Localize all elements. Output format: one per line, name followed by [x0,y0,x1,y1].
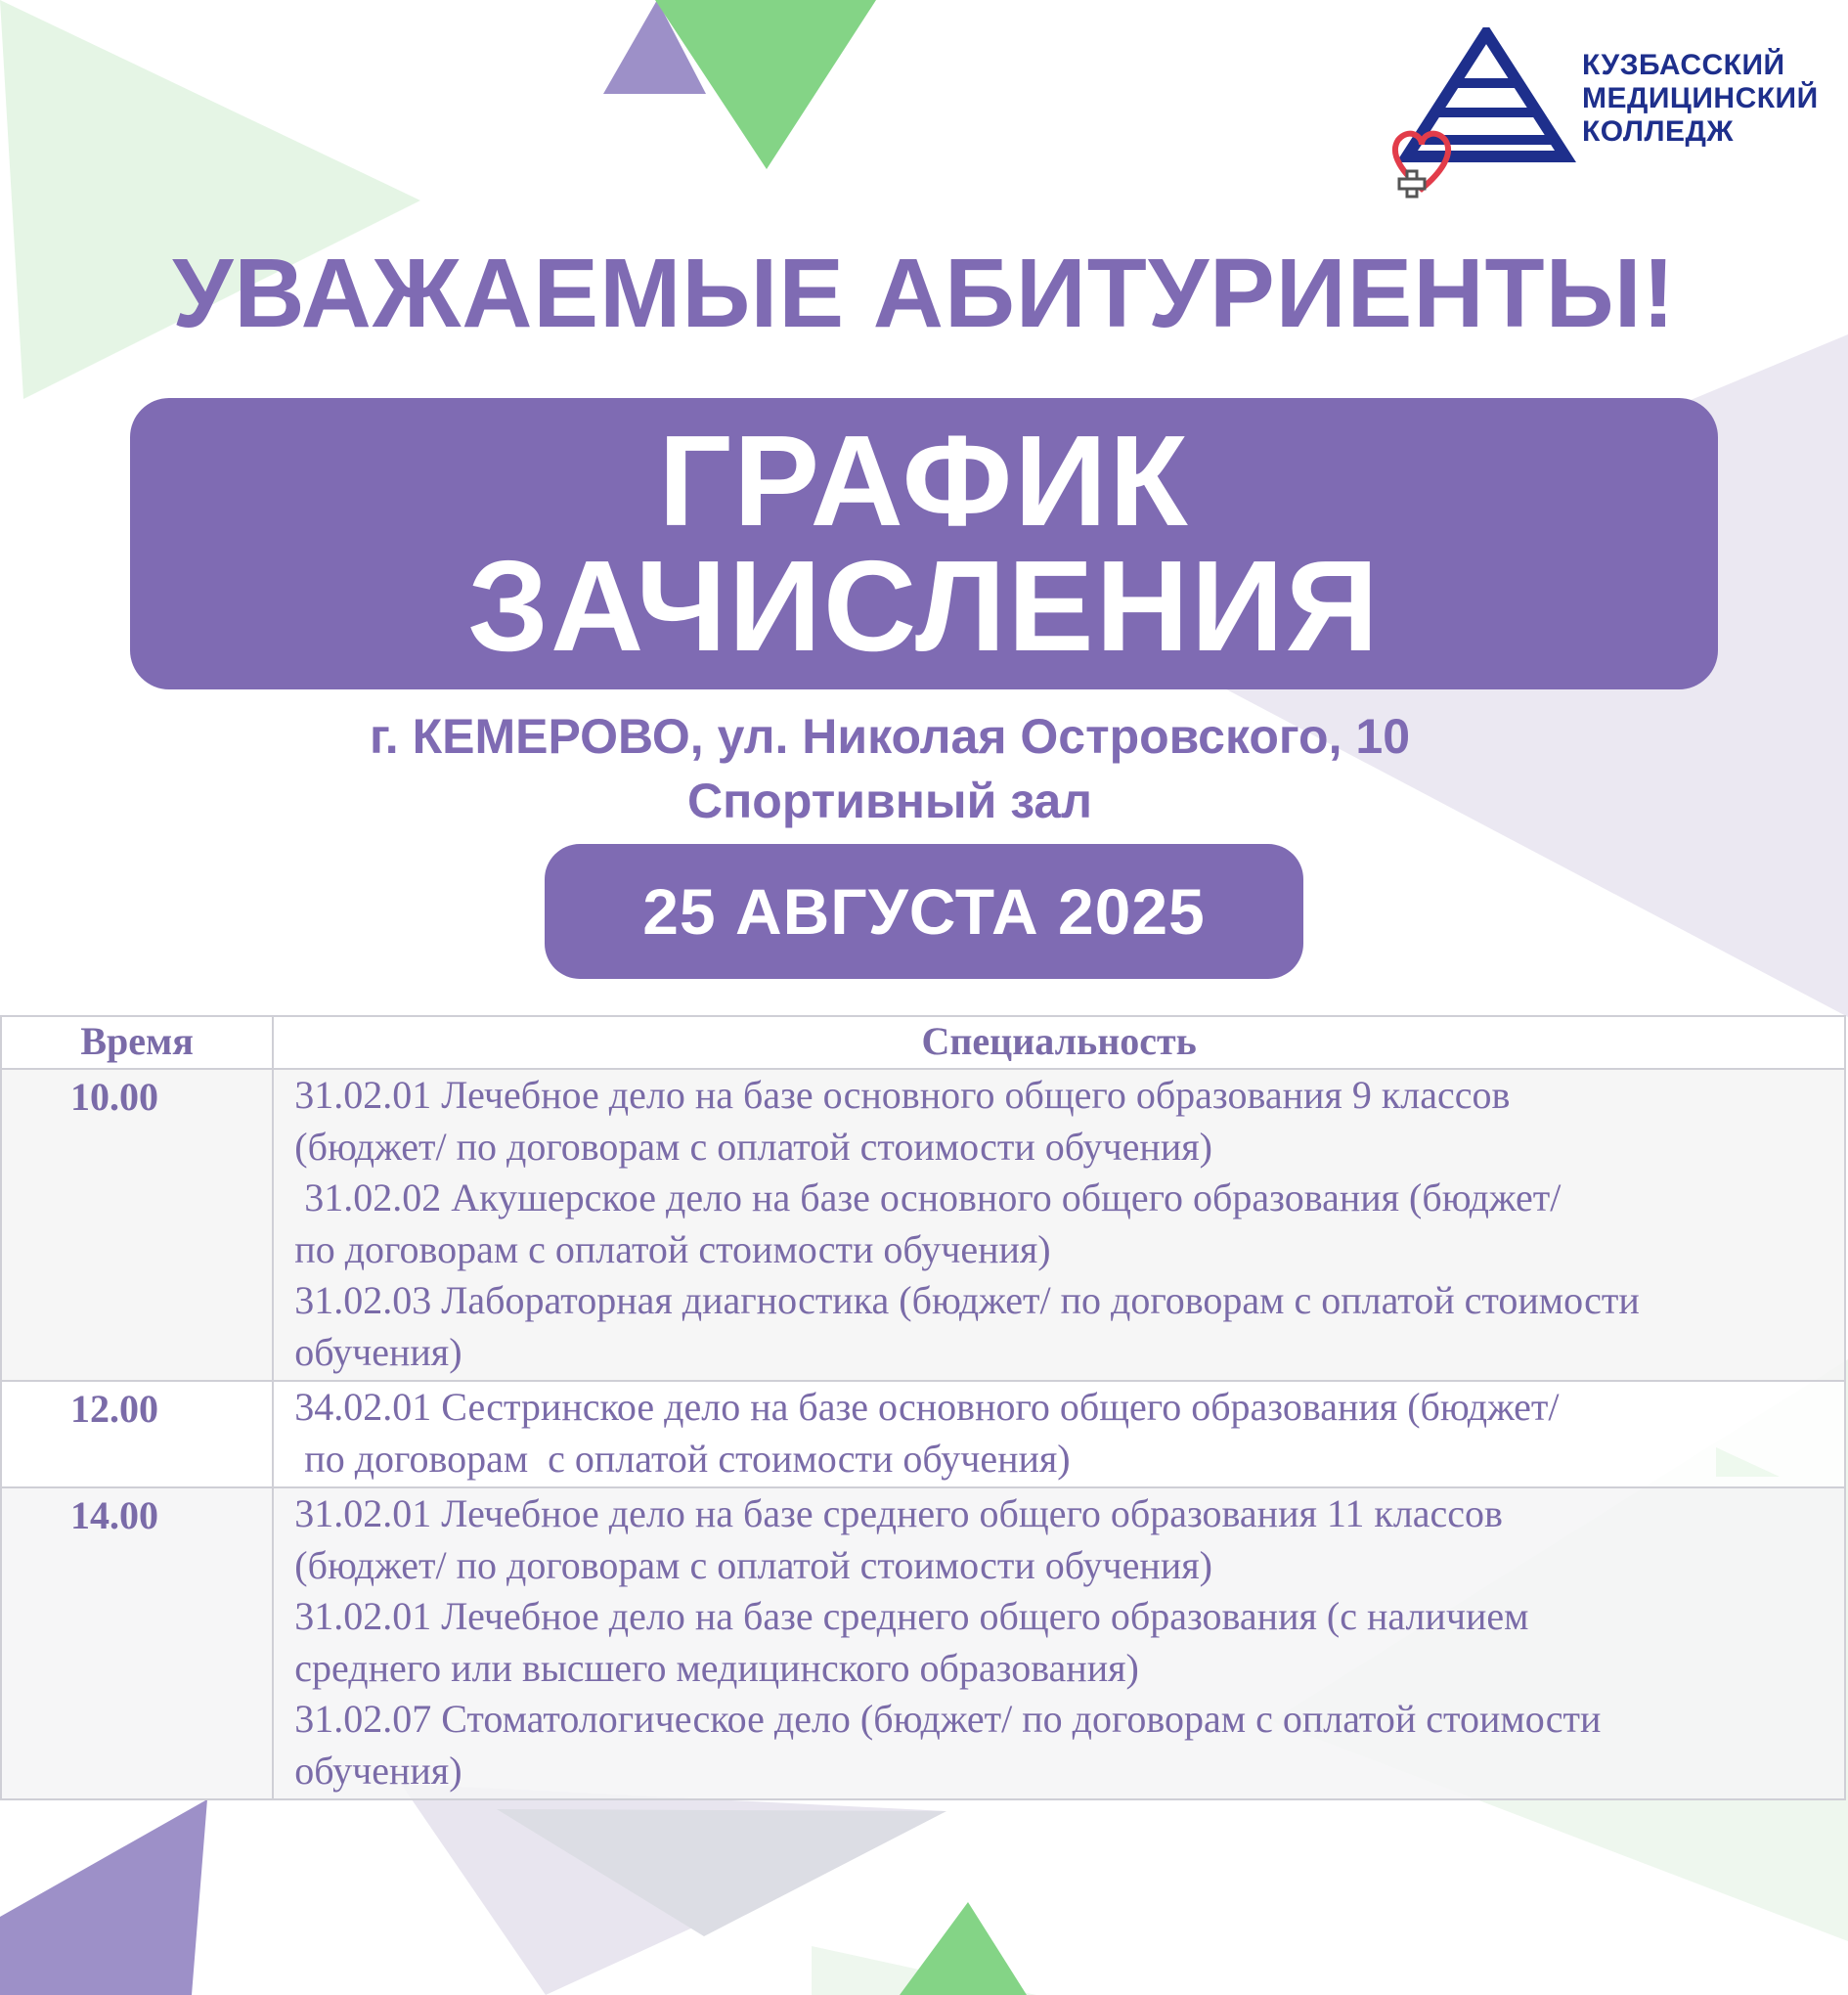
specialty-line: обучения) [294,1329,462,1374]
venue-address [0,704,1780,833]
college-name-line-1: КУЗБАССКИЙ [1582,49,1785,81]
schedule-table [0,1015,1846,1800]
time-cell: 14.00 [1,1487,273,1799]
specialty-line: по договорам с оплатой стоимости обучения) [294,1226,1051,1271]
greeting-heading: УВАЖАЕМЫЕ АБИТУРИЕНТЫ! [172,239,1676,348]
college-name [1582,49,1819,149]
specialty-line: (бюджет/ по договорам с оплатой стоимости обучения) [294,1542,1212,1587]
table-row [1,1069,1845,1381]
specialty-line: (бюджет/ по договорам с оплатой стоимости обучения) [294,1124,1212,1169]
specialty-line: 34.02.01 Сестринское дело на базе основного общего образования (бюджет/ [294,1385,1560,1429]
title-line-2: ЗАЧИСЛЕНИЯ [467,534,1381,678]
date-badge: 25 АВГУСТА 2025 [545,844,1303,979]
specialty-cell [273,1381,1845,1487]
specialty-line: по договорам с оплатой стоимости обучения) [294,1436,1071,1481]
header-time: Время [1,1016,273,1069]
time-cell: 10.00 [1,1069,273,1381]
address-line: г. КЕМЕРОВО, ул. Николая Островского, 10 [369,709,1410,764]
time-cell: 12.00 [1,1381,273,1487]
specialty-line: среднего или высшего медицинского образования) [294,1645,1139,1690]
title-banner [130,398,1718,689]
specialty-line: 31.02.07 Стоматологическое дело (бюджет/ по договорам с оплатой стоимости [294,1697,1602,1741]
title-line-1: ГРАФИК [658,409,1190,553]
specialty-line: 31.02.03 Лабораторная диагностика (бюджет/ по договорам с оплатой стоимости [294,1278,1640,1322]
header-specialty: Специальность [273,1016,1845,1069]
specialty-line: 31.02.01 Лечебное дело на базе среднего общего образования (с наличием [294,1594,1529,1638]
specialty-line: 31.02.02 Акушерское дело на базе основного общего образования (бюджет/ [294,1175,1562,1219]
college-name-line-2: МЕДИЦИНСКИЙ [1582,82,1819,114]
college-logo [1388,27,1838,203]
specialty-line: 31.02.01 Лечебное дело на базе среднего общего образования 11 классов [294,1491,1503,1535]
specialty-cell [273,1487,1845,1799]
bg-triangle-green-bottom [900,1902,1027,1995]
table-header-row [1,1016,1845,1069]
college-name-line-3: КОЛЛЕДЖ [1582,115,1734,148]
specialty-cell [273,1069,1845,1381]
specialty-line: обучения) [294,1748,462,1793]
specialty-line: 31.02.01 Лечебное дело на базе основного общего образования 9 классов [294,1073,1511,1117]
table-row [1,1487,1845,1799]
venue-hall: Спортивный зал [687,774,1092,828]
table-row [1,1381,1845,1487]
pyramid-heart-cross-logo-icon [1388,27,1584,203]
bg-triangle-purple-bottom-left [0,1799,207,1995]
